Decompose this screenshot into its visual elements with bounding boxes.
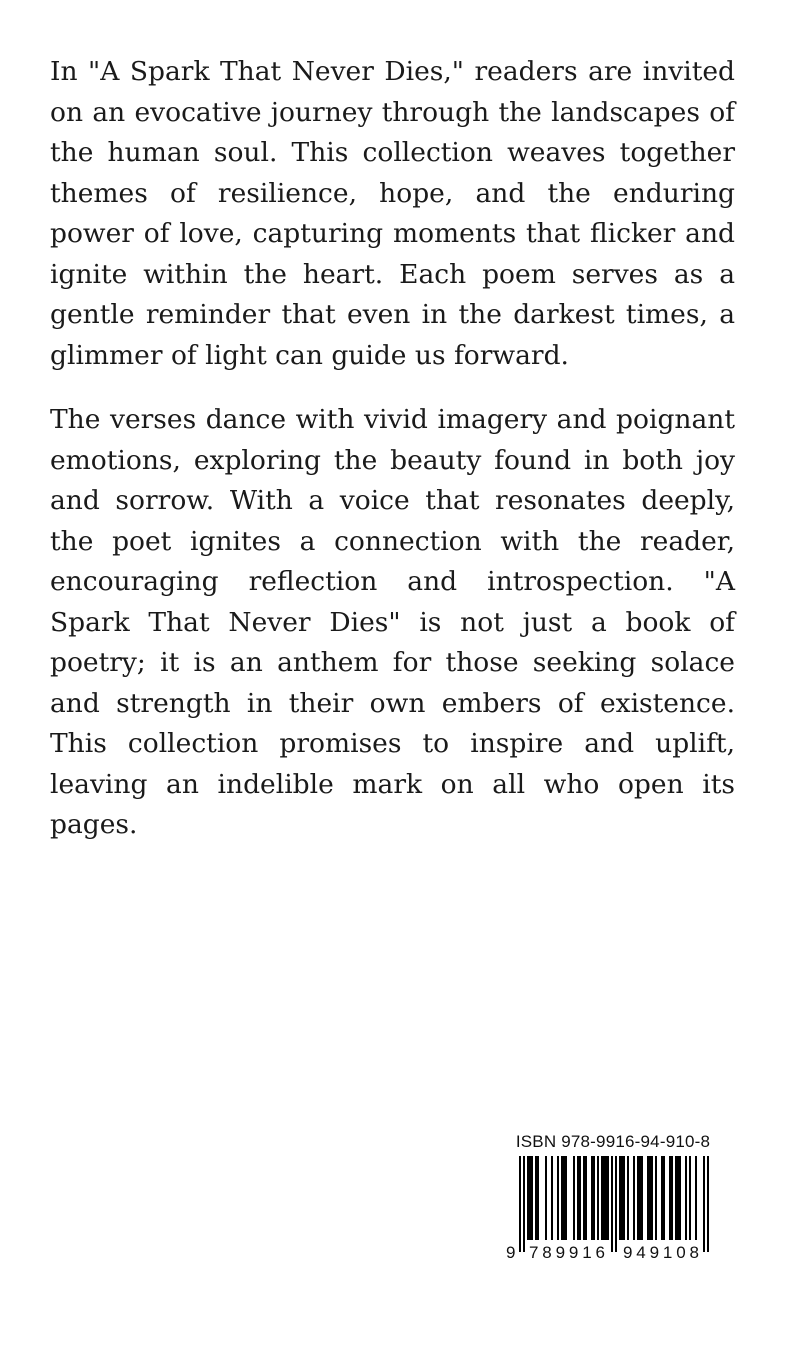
barcode-bar	[561, 1156, 563, 1240]
isbn-barcode-block	[505, 1132, 721, 1262]
barcode-bar	[663, 1156, 665, 1240]
barcode-bar	[679, 1156, 681, 1240]
barcode-bar	[551, 1156, 553, 1240]
barcode-bar	[689, 1156, 691, 1240]
barcode-guard-bar	[707, 1156, 709, 1252]
barcode-bar	[557, 1156, 559, 1240]
barcode-guard-bar	[611, 1156, 613, 1252]
barcode-bar	[661, 1156, 663, 1240]
barcode-bar	[621, 1156, 623, 1240]
barcode-left-digits: 789916	[529, 1243, 605, 1260]
isbn-label: ISBN 978-9916-94-910-8	[515, 1132, 711, 1151]
barcode-guard-bar	[523, 1156, 525, 1252]
barcode-first-digit: 9	[506, 1243, 516, 1260]
barcode-bar	[695, 1156, 697, 1240]
barcode-bar	[655, 1156, 657, 1240]
barcode-bar	[563, 1156, 565, 1240]
barcode-bar	[597, 1156, 599, 1240]
barcode-bar	[641, 1156, 643, 1240]
barcode-bar	[607, 1156, 609, 1240]
barcode-bar	[565, 1156, 567, 1240]
barcode-bar	[579, 1156, 581, 1240]
barcode-bar	[593, 1156, 595, 1240]
barcode-right-digits: 949108	[623, 1243, 699, 1260]
barcode-guard-bar	[703, 1156, 705, 1252]
barcode-bar	[637, 1156, 639, 1240]
barcode-bar	[537, 1156, 539, 1240]
barcode-bar	[605, 1156, 607, 1240]
barcode-bar	[619, 1156, 621, 1240]
barcode-bar	[545, 1156, 547, 1240]
barcode-bar	[623, 1156, 625, 1240]
barcode-bar	[527, 1156, 529, 1240]
barcode-bar	[531, 1156, 533, 1240]
barcode-bar	[671, 1156, 673, 1240]
description-paragraph-2: The verses dance with vivid imagery and poignant emotions, exploring the beauty found in both joy and sorrow. With a voice that resonates deeply, the poet ignites a connection with the reader, encouraging reflection and introspection. "A Spark That Never Dies" is not just a book of poetry; it is an anthem for those seeking solace and strength in their own embers of existence. This collection promises to inspire and uplift, leaving an indelible mark on all who open its pages.	[50, 404, 735, 840]
barcode-bar	[585, 1156, 587, 1240]
barcode-graphic	[505, 1156, 721, 1260]
barcode-bars	[519, 1156, 709, 1252]
barcode-bar	[675, 1156, 677, 1240]
barcode-bar	[583, 1156, 585, 1240]
barcode-bar	[651, 1156, 653, 1240]
barcode-bar	[647, 1156, 649, 1240]
barcode-bar	[591, 1156, 593, 1240]
barcode-bar	[627, 1156, 629, 1240]
barcode-bar	[601, 1156, 603, 1240]
barcode-bar	[685, 1156, 687, 1240]
description-paragraph-1: In "A Spark That Never Dies," readers are invited on an evocative journey through the landscapes of the human soul. This collection weaves together themes of resilience, hope, and the enduring power of love, capturing moments that flicker and ignite within the heart. Each poem serves as a gentle reminder that even in the darkest times, a glimmer of light can guide us forward.	[50, 56, 735, 371]
book-description	[50, 52, 735, 846]
barcode-bar	[677, 1156, 679, 1240]
barcode-bar	[529, 1156, 531, 1240]
barcode-bar	[603, 1156, 605, 1240]
barcode-bar	[535, 1156, 537, 1240]
barcode-bar	[577, 1156, 579, 1240]
barcode-guard-bar	[615, 1156, 617, 1252]
barcode-bar	[573, 1156, 575, 1240]
barcode-bar	[649, 1156, 651, 1240]
barcode-guard-bar	[519, 1156, 521, 1252]
barcode-bar	[633, 1156, 635, 1240]
barcode-bar	[639, 1156, 641, 1240]
barcode-bar	[669, 1156, 671, 1240]
